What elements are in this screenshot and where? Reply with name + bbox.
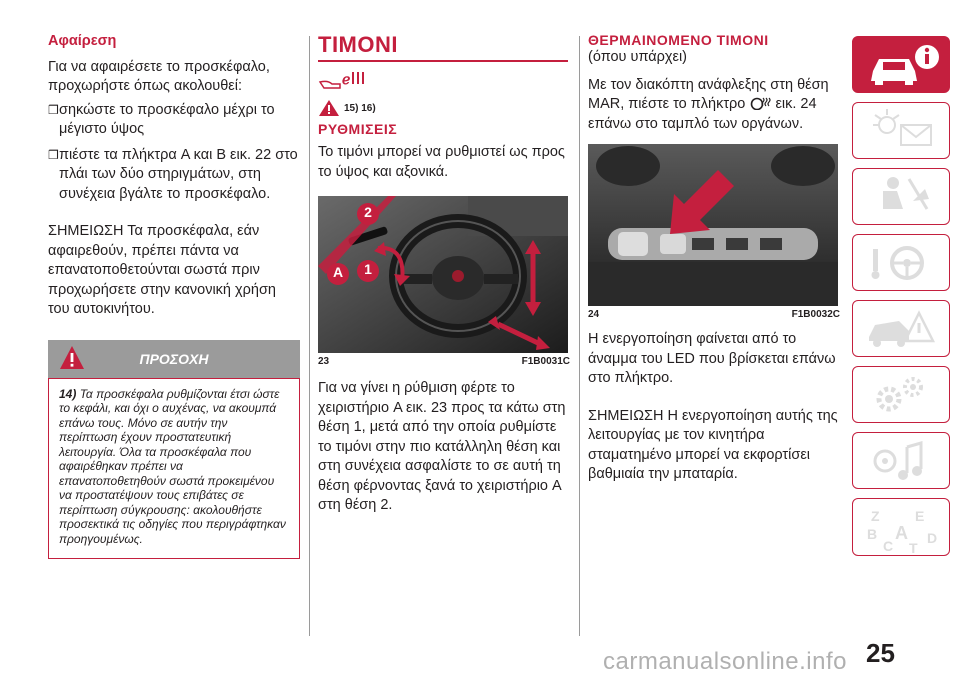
reference-hand-icon xyxy=(318,68,372,92)
dashboard-button-photo xyxy=(588,144,838,306)
column-3 xyxy=(588,32,840,485)
figure-23-caption xyxy=(318,356,570,367)
car-info-icon xyxy=(853,37,951,94)
removal-heading: Αφαίρεση xyxy=(48,33,117,49)
figure-24 xyxy=(588,144,838,306)
column-1 xyxy=(48,32,300,559)
svg-text:ℯ: ℯ xyxy=(342,71,351,87)
airbag-seat-icon xyxy=(853,169,951,226)
svg-text:Z: Z xyxy=(871,508,880,524)
figure-number: 24 xyxy=(588,309,600,320)
heated-steering-icon xyxy=(749,96,771,110)
column-divider xyxy=(309,36,310,636)
led-paragraph: Η ενεργοποίηση φαίνεται από το άναμμα του LED που βρίσκεται επάνω στο πλήκτρο. xyxy=(588,331,836,386)
car-accident-icon xyxy=(853,301,951,358)
bullet-marker: ❒ xyxy=(48,102,59,117)
watermark: carmanualsonline.info xyxy=(603,648,847,675)
figure-23 xyxy=(318,196,568,353)
gears-icon xyxy=(853,367,951,424)
bullet-text: σηκώστε το προσκέφαλο μέχρι το μέγιστο ύψος xyxy=(59,101,275,137)
heated-wheel-subtitle: (όπου υπάρχει) xyxy=(588,49,687,65)
adjust-body: Για να γίνει η ρύθμιση φέρτε το χειριστήριο A εικ. 23 προς τα κάτω στη θέση 1, μετά από την οποία ρυθμίστε το τιμόνι στην πιο κατάλληλη θέση και στη συνέχεια ασφαλίστε το σε αυτή τη θέση φέρνοντας ξανά το χειριστήριο A στη θέση 2. xyxy=(318,380,566,513)
bullet-item xyxy=(48,146,300,205)
tab-emergency[interactable] xyxy=(852,300,950,357)
figure-code: F1B0032C xyxy=(791,309,840,320)
figure-number: 23 xyxy=(318,356,330,367)
tab-driving[interactable] xyxy=(852,234,950,291)
column-2 xyxy=(318,32,570,516)
tab-multimedia[interactable] xyxy=(852,432,950,489)
page-number: 25 xyxy=(866,638,895,668)
bullet-marker: ❒ xyxy=(48,147,59,162)
tab-dashboard-lights[interactable] xyxy=(852,102,950,159)
heated-wheel-body xyxy=(588,76,840,135)
body-before-icon: Με τον διακόπτη ανάφλεξης στη θέση MAR, πιέστε το πλήκτρο xyxy=(588,76,829,112)
fig23-label-a: A xyxy=(332,264,344,280)
adjust-intro: Το τιμόνι μπορεί να ρυθμιστεί ως προς το ύψος και αξονικά. xyxy=(318,144,565,180)
fig23-label-1: 1 xyxy=(364,261,372,277)
warning-box xyxy=(48,378,300,560)
tab-safety[interactable] xyxy=(852,168,950,225)
tab-car-info[interactable] xyxy=(852,36,950,93)
music-icon xyxy=(853,433,951,490)
svg-text:A: A xyxy=(895,523,908,543)
svg-text:D: D xyxy=(927,530,938,546)
column-divider xyxy=(579,36,580,636)
figure-24-caption xyxy=(588,309,840,320)
svg-text:T: T xyxy=(909,540,918,556)
figure-code: F1B0031C xyxy=(521,356,570,367)
note-paragraph: ΣΗΜΕΙΩΣΗ Τα προσκέφαλα, εάν αφαιρεθούν, πρέπει πάντα να επανατοποθετούνται σωστά πριν προχωρήσετε στην κανονική χρήση του αυτοκινήτου. xyxy=(48,223,276,317)
caution-triangle-icon xyxy=(318,99,340,117)
bullet-text: πιέστε τα πλήκτρα A και B εικ. 22 στο πλάι των δύο στηριγμάτων, στη συνέχεια βγάλτε το προσκέφαλο. xyxy=(59,146,298,202)
warning-number: 14) xyxy=(59,386,77,401)
svg-text:E: E xyxy=(915,508,925,524)
warning-label: ΠΡΟΣΟΧΗ xyxy=(139,350,209,367)
svg-text:C: C xyxy=(883,538,894,554)
warning-lights-icon xyxy=(853,103,951,160)
removal-intro: Για να αφαιρέσετε το προσκέφαλο, προχωρήστε όπως ακολουθεί: xyxy=(48,58,270,94)
battery-note: ΣΗΜΕΙΩΣΗ Η ενεργοποίηση αυτής της λειτουργίας με τον κινητήρα σταματημένο μπορεί να εκφορτίσει βαθμιαία την μπαταρία. xyxy=(588,407,838,482)
heated-wheel-title: ΘΕΡΜΑΙΝΟΜΕΝΟ ΤΙΜΟΝΙ xyxy=(588,32,769,48)
steering-wheel-photo xyxy=(318,196,568,353)
steering-title: ΤΙΜΟΝΙ xyxy=(318,32,398,57)
fig23-label-2: 2 xyxy=(364,204,372,220)
footnote-refs: 15) 16) xyxy=(344,102,376,114)
adjustments-heading: ΡΥΘΜΙΣΕΙΣ xyxy=(318,121,398,137)
alphabet-index-icon xyxy=(853,499,951,557)
warning-header xyxy=(48,340,300,378)
body-after-icon: εικ. 24 επάνω στο ταμπλό των οργάνων. xyxy=(588,96,817,132)
warning-text: Τα προσκέφαλα ρυθμίζονται έτσι ώστε το κεφάλι, και όχι ο αυχένας, να ακουμπά επάνω τους. Μόνο σε αυτήν την περίπτωση έχουν προστατευτική λειτουργία. Όλα τα προσκέφαλα που αφαιρέθηκαν πρέπει να επανατοποθετηθούν σωστά προκειμένου να προστατέψουν τους επιβάτες σε περίπτωση σύγκρουσης: ακολουθήστε προσεκτικά τις οδηγίες που περιγράφτηκαν προηγουμένως. xyxy=(59,386,286,546)
tab-maintenance[interactable] xyxy=(852,366,950,423)
steering-wheel-icon xyxy=(853,235,951,292)
bullet-item xyxy=(48,101,300,140)
tab-index[interactable] xyxy=(852,498,950,556)
svg-text:B: B xyxy=(867,526,878,542)
